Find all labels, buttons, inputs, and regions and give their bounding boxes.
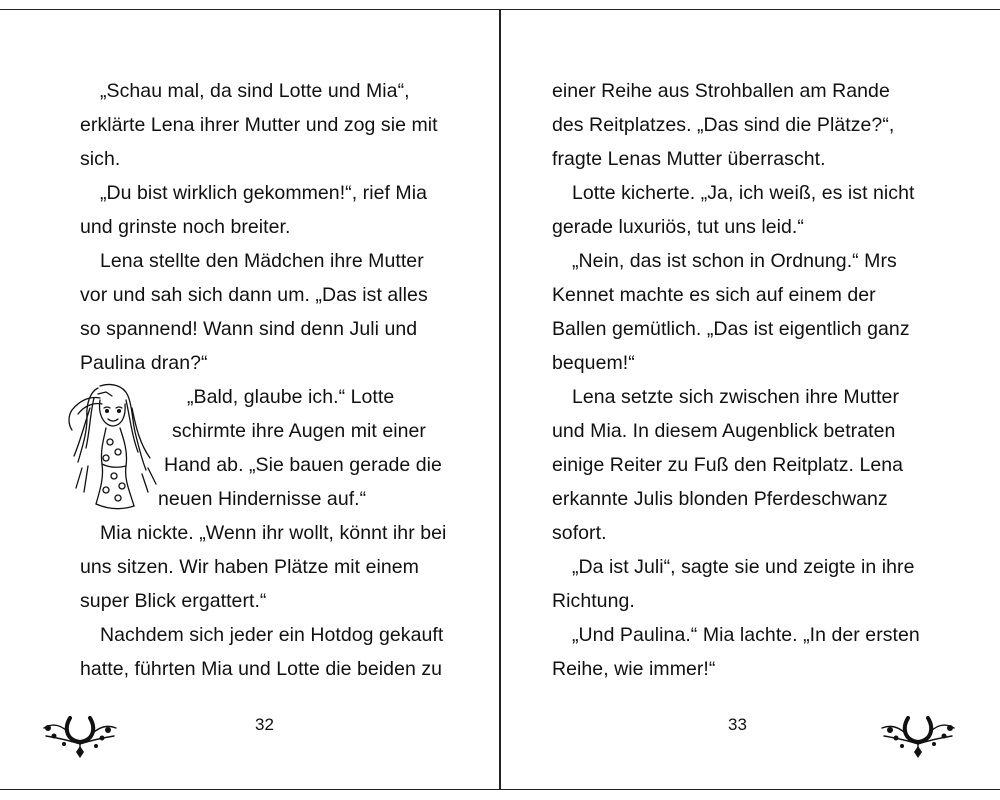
text-line: und Mia. In diesem Augenblick betraten: [552, 420, 896, 442]
page-number: 33: [728, 715, 747, 734]
text-line: Lotte kicherte. „Ja, ich weiß, es ist nicht: [572, 182, 915, 204]
text-line: fragte Lenas Mutter überrascht.: [552, 148, 826, 170]
girl-shading-eyes-illustration: [60, 378, 160, 513]
text-line: vor und sah sich dann um. „Das ist alles: [80, 284, 428, 306]
text-line: „Bald, glaube ich.“ Lotte: [187, 386, 395, 408]
text-line: neuen Hindernisse auf.“: [158, 488, 367, 510]
text-line: bequem!“: [552, 352, 635, 374]
text-line: einige Reiter zu Fuß den Reitplatz. Lena: [552, 454, 904, 476]
text-line: „Schau mal, da sind Lotte und Mia“,: [100, 80, 410, 102]
text-line: des Reitplatzes. „Das sind die Plätze?“,: [552, 114, 895, 136]
text-line: „Du bist wirklich gekommen!“, rief Mia: [100, 182, 427, 204]
text-line: „Nein, das ist schon in Ordnung.“ Mrs: [572, 250, 897, 272]
text-line: Lena stellte den Mädchen ihre Mutter: [100, 250, 424, 272]
horseshoe-flower-ornament-icon: [878, 708, 958, 760]
text-line: sofort.: [552, 522, 607, 544]
text-line: Lena setzte sich zwischen ihre Mutter: [572, 386, 899, 408]
text-line: Kennet machte es sich auf einem der: [552, 284, 876, 306]
text-line: Hand ab. „Sie bauen gerade die: [164, 454, 442, 476]
text-line: Richtung.: [552, 590, 635, 612]
page-divider: [499, 9, 501, 790]
page-number: 32: [255, 715, 274, 734]
text-line: sich.: [80, 148, 121, 170]
text-line: super Blick ergattert.“: [80, 590, 267, 612]
text-line: „Da ist Juli“, sagte sie und zeigte in ihre: [572, 556, 915, 578]
horseshoe-flower-ornament-icon: [40, 708, 120, 760]
text-line: Ballen gemütlich. „Das ist eigentlich ganz: [552, 318, 910, 340]
text-line: erklärte Lena ihrer Mutter und zog sie mit: [80, 114, 438, 136]
left-page: [0, 0, 498, 780]
text-line: „Und Paulina.“ Mia lachte. „In der ersten: [572, 624, 920, 646]
text-line: Nachdem sich jeder ein Hotdog gekauft: [100, 624, 444, 646]
text-line: einer Reihe aus Strohballen am Rande: [552, 80, 890, 102]
text-line: Paulina dran?“: [80, 352, 208, 374]
text-line: Reihe, wie immer!“: [552, 658, 716, 680]
text-line: und grinste noch breiter.: [80, 216, 291, 238]
text-line: Mia nickte. „Wenn ihr wollt, könnt ihr bei: [100, 522, 447, 544]
right-page: [502, 0, 1000, 780]
text-line: so spannend! Wann sind denn Juli und: [80, 318, 418, 340]
text-line: hatte, führten Mia und Lotte die beiden zu: [80, 658, 443, 680]
text-line: uns sitzen. Wir haben Plätze mit einem: [80, 556, 419, 578]
text-line: erkannte Julis blonden Pferdeschwanz: [552, 488, 888, 510]
text-line: schirmte ihre Augen mit einer: [172, 420, 426, 442]
text-line: gerade luxuriös, tut uns leid.“: [552, 216, 804, 238]
